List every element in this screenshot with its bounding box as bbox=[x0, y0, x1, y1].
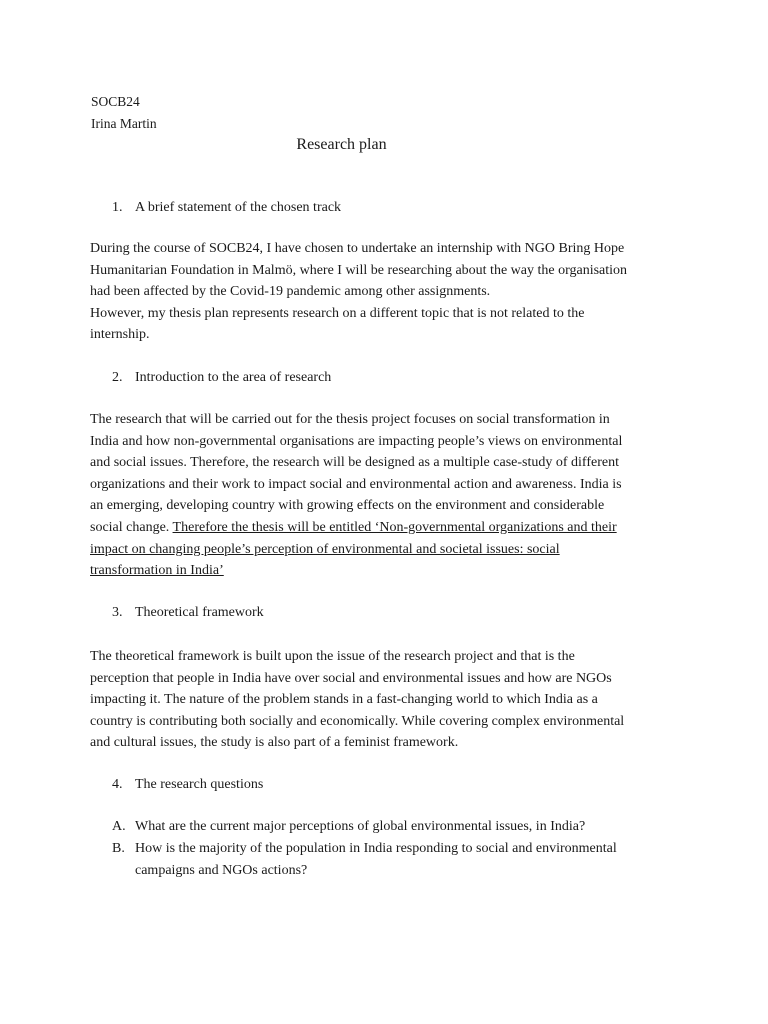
paragraph-line: and cultural issues, the study is also part of a feminist framework. bbox=[90, 735, 459, 751]
paragraph-line: During the course of SOCB24, I have chosen to undertake an internship with NGO Bring Hope bbox=[90, 241, 625, 256]
paragraph-line: India and how non-governmental organisations are impacting people’s views on environmental bbox=[90, 433, 623, 449]
question-text bbox=[135, 838, 617, 881]
section-1-paragraph bbox=[90, 238, 690, 346]
author-name: Irina Martin bbox=[91, 116, 157, 131]
paragraph-line: perception that people in India have over social and environmental issues and how are NGOs bbox=[90, 670, 612, 686]
section-4-number: 4. bbox=[112, 777, 123, 792]
paragraph-line: However, my thesis plan represents research on a different topic that is not related to the bbox=[90, 305, 585, 321]
course-code: SOCB24 bbox=[91, 94, 140, 109]
thesis-title-underlined: transformation in India’ bbox=[90, 563, 224, 579]
research-question-b bbox=[112, 838, 692, 881]
section-3-title: Theoretical framework bbox=[135, 605, 264, 620]
paragraph-line: country is contributing both socially and economically. While covering complex environmental bbox=[90, 713, 625, 729]
thesis-title-underlined: Therefore the thesis will be entitled ‘Non-governmental organizations and their bbox=[172, 519, 617, 535]
section-1-title: A brief statement of the chosen track bbox=[135, 200, 342, 215]
section-2-paragraph bbox=[90, 409, 690, 582]
question-line: campaigns and NGOs actions? bbox=[135, 862, 308, 878]
paragraph-line: The theoretical framework is built upon the issue of the research project and that is the bbox=[90, 649, 575, 664]
question-line: What are the current major perceptions of global environmental issues, in India? bbox=[135, 819, 586, 834]
paragraph-line: organizations and their work to impact social and environmental action and awareness. India is bbox=[90, 476, 622, 492]
section-1-number: 1. bbox=[112, 200, 123, 215]
paragraph-line: The research that will be carried out for the thesis project focuses on social transformation in bbox=[90, 412, 610, 427]
paragraph-line: had been affected by the Covid-19 pandemic among other assignments. bbox=[90, 284, 491, 300]
question-letter: A. bbox=[112, 819, 126, 834]
question-line: How is the majority of the population in India responding to social and environmental bbox=[135, 841, 617, 856]
paragraph-line: and social issues. Therefore, the research will be designed as a multiple case-study of different bbox=[90, 455, 619, 471]
section-4-heading bbox=[112, 776, 263, 794]
section-2-title: Introduction to the area of research bbox=[135, 370, 332, 385]
research-question-a bbox=[112, 816, 692, 838]
question-letter: B. bbox=[112, 841, 125, 856]
section-3-heading bbox=[112, 604, 264, 622]
section-1-heading bbox=[112, 199, 341, 217]
paragraph-line: impacting it. The nature of the problem stands in a fast-changing world to which India as a bbox=[90, 692, 598, 708]
paragraph-text: social change. bbox=[90, 519, 173, 535]
paragraph-line bbox=[90, 517, 690, 539]
question-text bbox=[135, 816, 585, 838]
page-title: Research plan bbox=[296, 136, 387, 153]
section-3-paragraph bbox=[90, 646, 690, 754]
section-3-number: 3. bbox=[112, 605, 123, 620]
thesis-title-underlined: impact on changing people’s perception of environmental and societal issues: social bbox=[90, 541, 560, 557]
section-4-title: The research questions bbox=[135, 777, 264, 792]
paragraph-line: an emerging, developing country with growing effects on the environment and considerable bbox=[90, 498, 605, 514]
paragraph-line: internship. bbox=[90, 327, 150, 343]
section-2-heading bbox=[112, 369, 331, 387]
section-2-number: 2. bbox=[112, 370, 123, 385]
paragraph-line: Humanitarian Foundation in Malmö, where I will be researching about the way the organisation bbox=[90, 262, 628, 278]
